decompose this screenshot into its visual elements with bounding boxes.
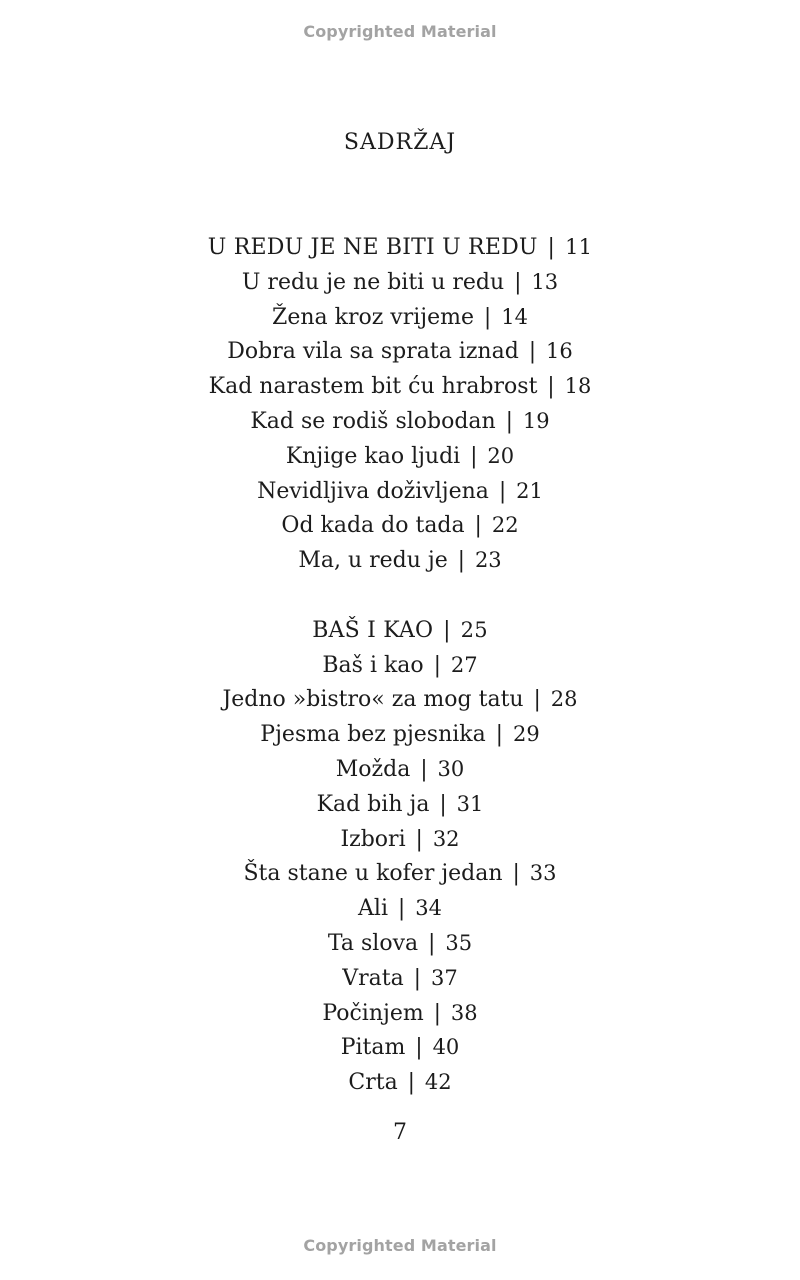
toc-entry (0, 926, 800, 961)
toc-entry-page: 37 (430, 965, 458, 990)
toc-entry-title: Crta (348, 1070, 398, 1096)
toc-entry (0, 265, 800, 300)
toc-separator: | (433, 652, 441, 678)
toc-entry-title: Šta stane u kofer jedan (243, 861, 503, 887)
toc-title: SADRŽAJ (343, 130, 457, 155)
copyright-watermark-bottom: Copyrighted Material (303, 1236, 497, 1255)
toc-entry (0, 439, 800, 474)
toc-entry (0, 543, 800, 578)
toc-separator: | (547, 374, 555, 400)
toc-entry-title: Ta slova (327, 930, 419, 956)
toc-entry-title: Ali (358, 896, 389, 922)
toc-entry-title: Pitam (340, 1035, 406, 1061)
toc-entry-title: Kad narastem bit ću hrabrost (208, 374, 538, 400)
page-number: 7 (393, 1120, 407, 1145)
toc-separator: | (433, 1000, 442, 1026)
toc-entry-page: 40 (432, 1035, 460, 1060)
toc-separator: | (474, 513, 482, 539)
toc-entry (0, 474, 800, 509)
toc-entry-title: Vrata (342, 965, 404, 991)
toc-entry-title: Žena kroz vrijeme (272, 304, 475, 330)
toc-separator: | (443, 617, 451, 643)
toc-entry-page: 18 (564, 374, 592, 399)
toc-separator: | (512, 861, 520, 887)
toc-entry-page: 23 (474, 548, 502, 573)
toc-entry-title: Počinjem (322, 1000, 424, 1026)
toc-separator: | (483, 304, 492, 330)
toc-entry (0, 300, 800, 335)
toc-entry-page: 31 (456, 791, 484, 816)
toc-entry-page: 19 (522, 408, 550, 433)
toc-separator: | (439, 791, 447, 817)
toc-entry-page: 20 (487, 443, 515, 468)
toc-separator: | (470, 443, 478, 469)
toc-entry-page: 29 (512, 722, 540, 747)
toc-separator: | (528, 339, 537, 365)
toc-entry-heading (0, 230, 800, 265)
toc-entry-page: 13 (531, 269, 559, 294)
toc-separator: | (415, 826, 423, 852)
toc-entry-title: Kad se rodiš slobodan (250, 408, 496, 434)
toc-entry-heading (0, 613, 800, 648)
toc-entry-page: 11 (565, 235, 593, 259)
toc-separator: | (413, 965, 422, 991)
toc-entry (0, 787, 800, 822)
toc-entry-page: 27 (450, 652, 478, 677)
toc-separator: | (505, 408, 514, 434)
toc-separator: | (533, 687, 541, 713)
table-of-contents (0, 230, 800, 1100)
toc-entry (0, 404, 800, 439)
toc-entry (0, 369, 800, 404)
toc-entry-page: 22 (491, 513, 519, 538)
toc-entry-title: Baš i kao (322, 652, 424, 678)
toc-separator: | (495, 722, 504, 748)
toc-entry (0, 996, 800, 1031)
toc-separator: | (428, 930, 436, 956)
toc-separator: | (420, 756, 428, 782)
toc-entry-title: U REDU JE NE BITI U REDU (207, 235, 538, 260)
toc-entry (0, 752, 800, 787)
toc-entry (0, 822, 800, 857)
toc-entry (0, 682, 800, 717)
toc-entry-title: Izbori (340, 826, 406, 852)
toc-entry (0, 334, 800, 369)
toc-separator: | (498, 478, 507, 504)
toc-entry-page: 35 (445, 930, 473, 955)
toc-entry-title: Od kada do tada (281, 513, 465, 539)
toc-entry-page: 16 (546, 339, 573, 364)
copyright-watermark-top: Copyrighted Material (303, 22, 497, 41)
toc-entry (0, 1065, 800, 1100)
toc-section-1 (0, 230, 800, 578)
toc-entry-title: Jedno »bistro« za mog tatu (222, 687, 524, 713)
toc-entry-title: Pjesma bez pjesnika (260, 722, 486, 748)
toc-entry-title: Možda (335, 756, 411, 782)
toc-entry (0, 856, 800, 891)
toc-entry (0, 891, 800, 926)
toc-entry-title: Nevidljiva doživljena (257, 478, 489, 504)
toc-entry (0, 508, 800, 543)
toc-entry (0, 1030, 800, 1065)
toc-separator: | (415, 1035, 423, 1061)
toc-separator: | (547, 235, 556, 260)
toc-entry-title: Kad bih ja (316, 791, 430, 817)
toc-entry-page: 21 (516, 478, 543, 503)
toc-entry-page: 25 (460, 617, 488, 642)
toc-entry-title: Knjige kao ljudi (285, 443, 461, 469)
toc-section-2 (0, 613, 800, 1100)
toc-entry-page: 34 (415, 896, 442, 921)
toc-entry-page: 28 (550, 687, 578, 712)
toc-entry-title: Dobra vila sa sprata iznad (227, 339, 519, 365)
toc-entry (0, 961, 800, 996)
toc-entry-page: 32 (432, 826, 460, 851)
toc-separator: | (457, 548, 466, 574)
toc-entry-title: BAŠ I KAO (312, 617, 434, 643)
toc-entry (0, 648, 800, 683)
toc-entry-page: 14 (501, 304, 528, 329)
toc-separator: | (514, 269, 522, 295)
toc-entry-page: 38 (450, 1000, 478, 1025)
toc-entry-page: 42 (424, 1070, 452, 1095)
toc-entry-title: Ma, u redu je (298, 548, 448, 574)
toc-separator: | (397, 896, 406, 922)
toc-entry-page: 33 (529, 861, 557, 886)
toc-entry (0, 717, 800, 752)
toc-entry-page: 30 (437, 756, 465, 781)
toc-separator: | (407, 1070, 415, 1096)
toc-entry-title: U redu je ne biti u redu (241, 269, 505, 295)
